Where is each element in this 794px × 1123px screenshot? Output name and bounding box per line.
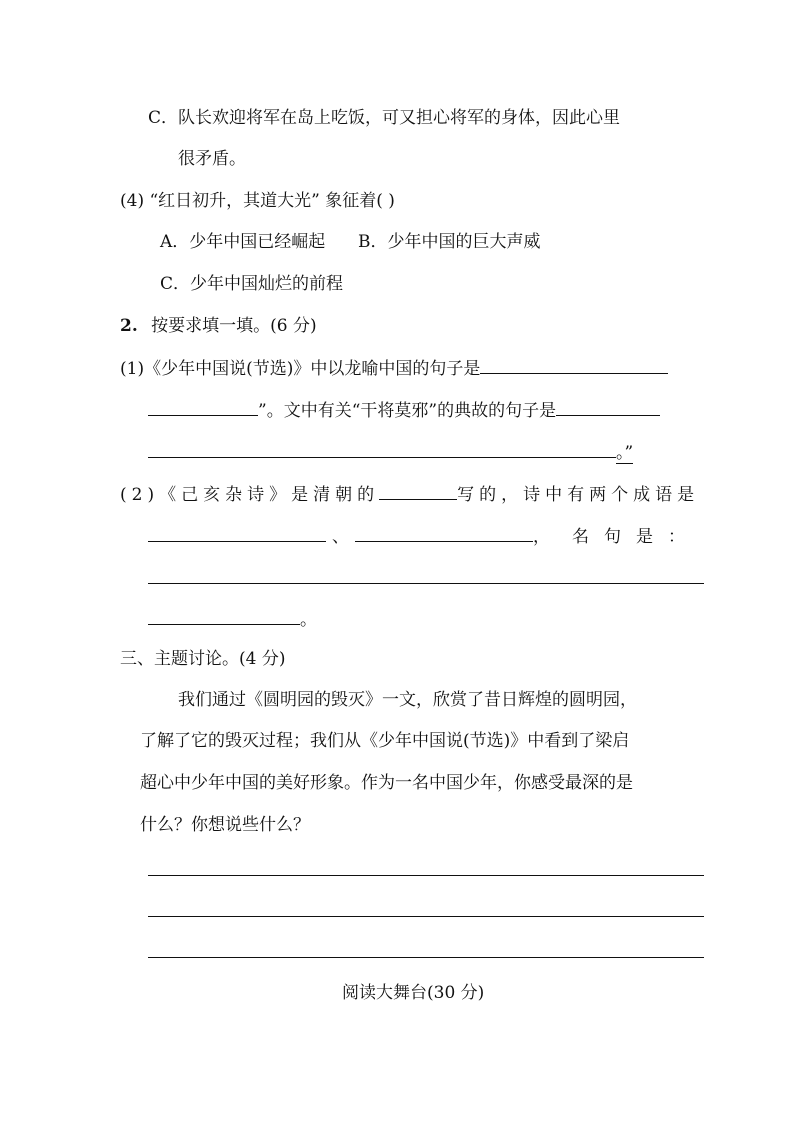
answer-blank-idiom-2[interactable]	[355, 523, 533, 542]
question-2-1-line1	[120, 355, 668, 379]
question-4-stem: (4) “红日初升，其道大光” 象征着( )	[120, 191, 395, 211]
answer-line-1[interactable]	[148, 875, 704, 876]
section-3-title: 三、主题讨论。(4 分)	[120, 649, 286, 669]
answer-line-2[interactable]	[148, 916, 704, 917]
answer-blank-ganjiang-moye-cont[interactable]	[148, 439, 616, 458]
question-2-2-line4	[148, 606, 317, 630]
answer-blank-author[interactable]	[379, 481, 457, 500]
answer-line-famous-quote[interactable]	[148, 583, 704, 584]
answer-line-3[interactable]	[148, 957, 704, 958]
discussion-para-line3: 超心中少年中国的美好形象。作为一名中国少年，你感受最深的是	[140, 773, 633, 793]
discussion-para-line2: 了解了它的毁灭过程；我们从《少年中国说(节选)》中看到了梁启	[140, 731, 630, 751]
question-4-option-a: A．少年中国已经崛起	[160, 232, 326, 252]
discussion-para-line4: 什么？你想说些什么？	[140, 815, 310, 835]
question-2-1-end: 。”	[616, 443, 634, 463]
idiom-separator: 、	[332, 527, 349, 547]
question-2-heading	[120, 314, 317, 338]
option-c-line1: C．队长欢迎将军在岛上吃饭，可又担心将军的身体，因此心里	[148, 108, 621, 128]
answer-blank-idiom-1[interactable]	[148, 523, 326, 542]
question-4-option-c: C．少年中国灿烂的前程	[160, 274, 344, 294]
question-2-2-line1	[120, 481, 699, 505]
question-2-2-prompt: (2)《己亥杂诗》是清朝的	[120, 485, 380, 505]
question-2-2-end: 。	[300, 610, 317, 630]
discussion-para-line1: 我们通过《圆明园的毁灭》一文，欣赏了昔日辉煌的圆明园，	[178, 690, 637, 710]
question-4-option-b: B．少年中国的巨大声威	[358, 232, 541, 252]
reading-section-heading: 阅读大舞台(30 分)	[342, 983, 485, 1003]
question-2-2-mid: 写的，诗中有两个成语是	[457, 485, 700, 505]
answer-blank-ganjiang-moye[interactable]	[556, 397, 660, 416]
question-2-1-line3	[148, 439, 633, 463]
question-2-title: 按要求填一填。(6 分)	[151, 316, 317, 336]
answer-blank-dragon-sentence[interactable]	[480, 355, 668, 374]
question-2-1-prompt: (1)《少年中国说(节选)》中以龙喻中国的句子是	[120, 359, 481, 379]
idiom-comma: ，	[533, 527, 550, 547]
famous-line-label: 名句是：	[572, 527, 700, 547]
question-2-2-line2	[148, 523, 700, 547]
answer-blank-dragon-sentence-cont[interactable]	[148, 397, 258, 416]
option-c-line2: 很矛盾。	[178, 149, 246, 169]
answer-blank-famous-quote-cont[interactable]	[148, 606, 300, 625]
question-2-1-mid: ”。文中有关“干将莫邪”的典故的句子是	[258, 401, 557, 421]
question-2-1-line2	[148, 397, 660, 421]
question-2-number: 2.	[120, 316, 138, 336]
